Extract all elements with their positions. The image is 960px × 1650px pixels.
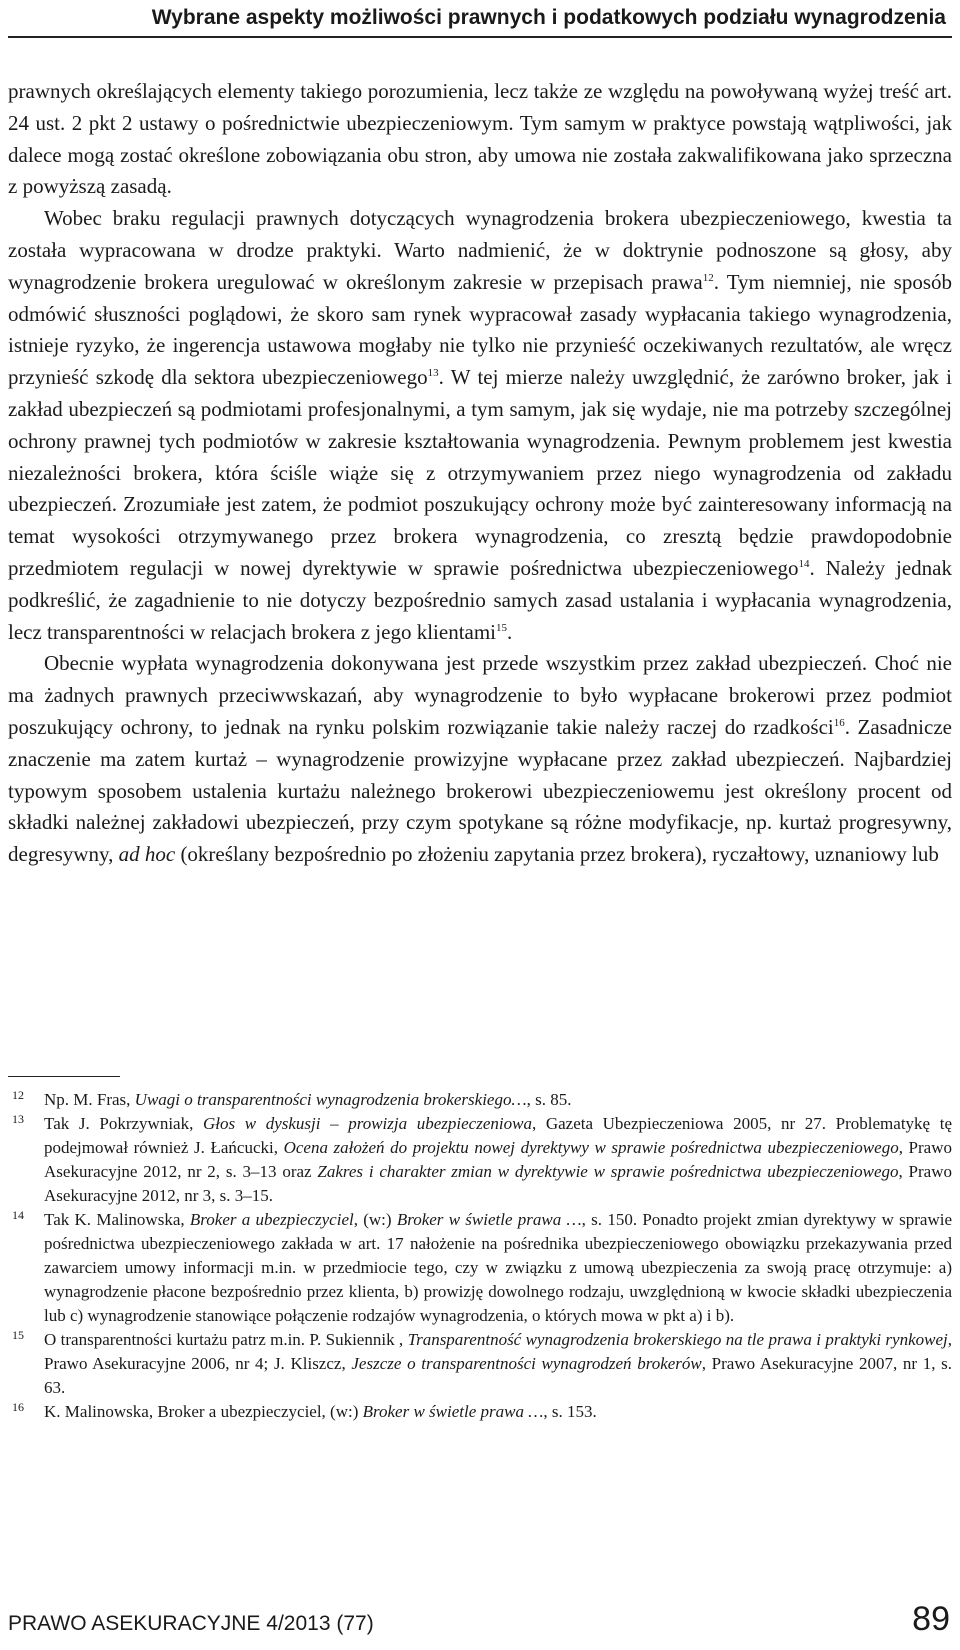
running-header-title: Wybrane aspekty możliwości prawnych i podatkowych podziału wynagrodzenia <box>151 6 946 29</box>
footnote-ref-14[interactable]: 14 <box>798 557 810 570</box>
body-paragraph-1 <box>8 76 952 203</box>
footnote-text: Tak K. Malinowska, <box>44 1210 190 1229</box>
running-header <box>8 0 952 38</box>
footnote-text: , Prawo Asekuracyjne 2006, nr 4; J. Kliszcz, <box>44 1330 952 1373</box>
footnote-text: , s. 153. <box>543 1402 597 1421</box>
footnote-text: , (w:) <box>353 1210 397 1229</box>
footnote-number: 13 <box>12 1112 24 1126</box>
footnote-title: Broker a ubezpieczyciel <box>189 1210 354 1229</box>
page-number: 89 <box>912 1600 950 1638</box>
footnote-15 <box>8 1328 952 1400</box>
footnote-number: 16 <box>12 1400 24 1414</box>
footnote-title: Zakres i charakter zmian w dyrektywie w sprawie pośrednictwa ubezpieczeniowego <box>317 1162 899 1181</box>
footnote-title: Broker w świetle prawa … <box>362 1402 544 1421</box>
footnote-text: , Prawo Asekuracyjne 2012, nr 2, s. 3–13 oraz <box>44 1138 952 1181</box>
body-text-span: . Zasadnicze znaczenie ma zatem kurtaż – wynagrodzenie prowizyjne wypłacane przez zakład ubezpieczeń. Najbardziej typowym sposobem ustalenia kurtażu należnego brokerowi ubezpieczeniowemu jest określony procent od składki należnej zakładowi ubezpieczeń, przy czym spotykane są różne modyfikacje, np. kurtaż progresywny, degresywny, <box>8 714 952 867</box>
body-text-span: Obecnie wypłata wynagrodzenia dokonywana jest przede wszystkim przez zakład ubezpieczeń. Choć nie ma żadnych prawnych przeciwwskazań, aby wynagrodzenie to było wypłacane brokerowi przez podmiot poszukujący ochrony, to jednak na rynku polskim rozwiązanie takie należy raczej do rzadkości <box>8 651 952 739</box>
footnote-text: , Gazeta Ubezpieczeniowa 2005, nr 27. Problematykę tę podejmował również J. Łańcucki, <box>44 1114 952 1157</box>
footnote-title: Głos w dyskusji – prowizja ubezpieczeniowa <box>202 1114 532 1133</box>
body-text-span: (określany bezpośrednio po złożeniu zapytania przez brokera), ryczałtowy, uznaniowy lub <box>175 842 939 867</box>
body-paragraph-3 <box>8 648 952 871</box>
body-text-span: Wobec braku regulacji prawnych dotyczących wynagrodzenia brokera ubezpieczeniowego, kwestia ta została wypracowana w drodze praktyki. Warto nadmienić, że w doktrynie podnoszone są głosy, aby wynagrodzenie brokera uregulować w określonym zakresie w przepisach prawa <box>8 206 952 294</box>
footnote-ref-13[interactable]: 13 <box>427 367 439 380</box>
footnote-16 <box>8 1400 952 1424</box>
footnote-title: Broker w świetle prawa … <box>396 1210 582 1229</box>
footnote-number: 15 <box>12 1328 24 1342</box>
body-text-span: . W tej mierze należy uwzględnić, że zarówno broker, jak i zakład ubezpieczeń są podmiotami profesjonalnymi, a tym samym, jak się wydaje, nie ma potrzeby szczególnej ochrony prawnej tych podmiotów w zakresie kształtowania wynagrodzenia. Pewnym problemem jest kwestia niezależności brokera, która ściśle wiąże się z otrzymywaniem przez niego wynagrodzenia od zakładu ubezpieczeń. Zrozumiałe jest zatem, że podmiot poszukujący ochrony może być zainteresowany informacją na temat wysokości otrzymywanego przez brokera wynagrodzenia, co zresztą będzie prawdopodobnie przedmiotem regulacji w nowej dyrektywie w sprawie pośrednictwa ubezpieczeniowego <box>8 365 953 580</box>
footnote-ref-12[interactable]: 12 <box>702 271 714 284</box>
footnote-number: 14 <box>12 1208 24 1222</box>
footnote-title: Transparentność wynagrodzenia brokerskiego na tle prawa i praktyki rynkowej <box>407 1330 948 1349</box>
body-paragraph-2 <box>8 203 952 648</box>
footnote-ref-16[interactable]: 16 <box>833 716 845 729</box>
footnote-text: Tak J. Pokrzywniak, <box>44 1114 203 1133</box>
journal-footer: PRAWO ASEKURACYJNE 4/2013 (77) <box>8 1612 374 1635</box>
footnote-text: , Prawo Asekuracyjne 2007, nr 1, s. 63. <box>44 1354 952 1397</box>
italic-term: ad hoc <box>118 842 176 867</box>
footnote-title: Ocena założeń do projektu nowej dyrektywy w sprawie pośrednictwa ubezpieczeniowego <box>283 1138 899 1157</box>
footnote-12 <box>8 1088 952 1112</box>
footnote-text: O transparentności kurtażu patrz m.in. P. Sukiennik , <box>44 1330 408 1349</box>
main-body-text <box>8 76 952 871</box>
footnote-13 <box>8 1112 952 1208</box>
body-text-span: prawnych określających elementy takiego porozumienia, lecz także ze względu na powoływaną wyżej treść art. 24 ust. 2 pkt 2 ustawy o pośrednictwie ubezpieczeniowym. Tym samym w praktyce powstają wątpliwości, jak dalece mogą zostać określone zobowiązania obu stron, aby umowa nie została zakwalifikowana jako sprzeczna z powyższą zasadą. <box>8 79 952 199</box>
body-text-span: . Tym niemniej, nie sposób odmówić słuszności poglądowi, że skoro sam rynek wypracował zasady wypłacania takiego wynagrodzenia, istnieje ryzyko, że ingerencja ustawowa mogłaby nie tylko nie przynieść oczekiwanych rezultatów, ale wręcz przynieść szkodę dla sektora ubezpieczeniowego <box>8 269 952 390</box>
footnote-ref-15[interactable]: 15 <box>496 621 508 634</box>
footnote-title: Uwagi o transparentności wynagrodzenia brokerskiego… <box>134 1090 527 1109</box>
footnote-text: , s. 85. <box>526 1090 572 1109</box>
footnote-number: 12 <box>12 1088 24 1102</box>
body-text-span: . <box>507 619 513 644</box>
footnote-text: , s. 150. Ponadto projekt zmian dyrektywy w sprawie pośrednictwa ubezpieczeniowego zakłada w art. 17 nałożenie na pośrednika ubezpieczeniowego obowiązku przekazywania przed zawarciem umowy informacji m.in. w przedmiocie tego, czy w związku z umową ubezpieczenia za swoją pracę otrzymuje: a) wynagrodzenie płacone bezpośrednio przez klienta, b) prowizję dowolnego rodzaju, uwzględnioną w kwocie składki ubezpieczenia lub c) wynagrodzenie stanowiące połączenie rodzajów wynagrodzenia, o których mowa w pkt a) i b). <box>44 1210 952 1325</box>
footnote-text: , Prawo Asekuracyjne 2012, nr 3, s. 3–15. <box>44 1162 952 1205</box>
footnote-text: Np. M. Fras, <box>44 1090 135 1109</box>
footnote-title: Jeszcze o transparentności wynagrodzeń brokerów <box>351 1354 702 1373</box>
footnotes-section <box>8 1088 952 1424</box>
footnote-14 <box>8 1208 952 1328</box>
footnote-separator <box>8 1076 120 1077</box>
body-text-span: . Należy jednak podkreślić, że zagadnienie to nie dotyczy bezpośrednio samych zasad ustalania i wypłacania wynagrodzenia, lecz transparentności w relacjach brokera z jego klientami <box>8 555 952 644</box>
footnote-text: K. Malinowska, Broker a ubezpieczyciel, (w:) <box>44 1402 363 1421</box>
